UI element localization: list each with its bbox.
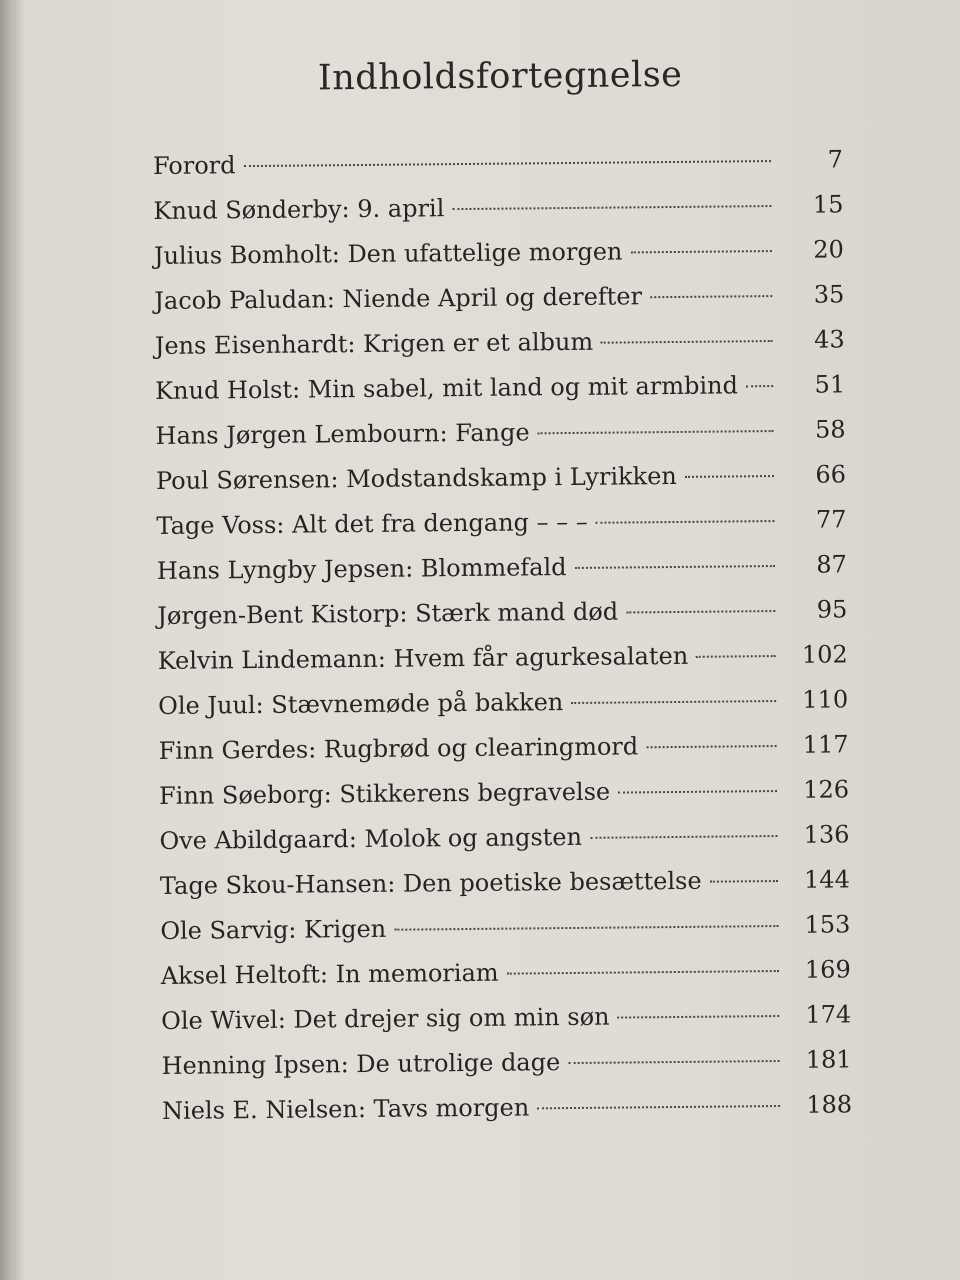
toc-entry-title: Jørgen-Bent Kistorp: Stærk mand død (157, 597, 619, 630)
toc-entry-page-number: 110 (802, 685, 849, 714)
dot-leader (646, 745, 776, 748)
toc-entry (159, 775, 849, 827)
toc-entry-title: Hans Lyngby Jepsen: Blommefald (156, 553, 567, 585)
toc-entry-page-number: 174 (805, 1000, 852, 1029)
toc-entry-page-number: 126 (803, 775, 850, 804)
dot-leader (575, 565, 775, 569)
table-of-contents (152, 53, 852, 1142)
dot-leader (746, 385, 773, 387)
toc-entry-page-number: 144 (803, 865, 851, 894)
toc-entry (153, 145, 843, 197)
toc-entry (162, 1045, 852, 1097)
toc-entry-page-number: 117 (802, 730, 849, 759)
dot-leader (685, 475, 774, 478)
page-edge (0, 0, 14, 1280)
toc-entry-page-number: 35 (813, 280, 845, 309)
toc-entry-page-number: 7 (827, 145, 844, 174)
dot-leader (394, 925, 778, 931)
toc-entry-page-number: 87 (816, 550, 848, 579)
toc-entry-page-number: 181 (805, 1045, 852, 1074)
toc-entry (157, 595, 847, 647)
toc-entry-title: Aksel Heltoft: In memoriam (160, 958, 499, 990)
toc-entry (160, 865, 850, 917)
dot-leader (452, 205, 771, 210)
toc-entry-page-number: 43 (814, 325, 845, 354)
toc-entry (159, 820, 849, 872)
toc-entry-title: Jacob Paludan: Niende April og derefter (154, 282, 643, 315)
toc-entry-page-number: 136 (803, 820, 850, 849)
toc-entry (157, 550, 847, 602)
toc-entry-title: Tage Skou-Hansen: Den poetiske besættelse (159, 866, 702, 900)
toc-entry-title: Henning Ipsen: De utrolige dage (161, 1048, 561, 1080)
dot-leader (650, 295, 772, 298)
toc-entry (154, 235, 844, 287)
toc-entry-title: Ole Juul: Stævnemøde på bakken (158, 688, 564, 720)
dot-leader (244, 160, 771, 167)
dot-leader (568, 1060, 779, 1064)
toc-list (153, 145, 852, 1142)
toc-entry-page-number: 51 (814, 370, 846, 399)
dot-leader (626, 610, 775, 613)
toc-entry-page-number: 20 (813, 235, 844, 264)
toc-entry (155, 370, 845, 422)
toc-entry-title: Hans Jørgen Lembourn: Fange (155, 418, 530, 450)
toc-entry-title: Kelvin Lindemann: Hvem får agurkesalaten (157, 641, 689, 675)
toc-entry-page-number: 95 (816, 595, 848, 624)
dot-leader (601, 340, 773, 344)
toc-entry-page-number: 58 (814, 415, 846, 444)
toc-entry-title: Julius Bomholt: Den ufattelige morgen (153, 237, 623, 270)
toc-entry-title: Niels E. Nielsen: Tavs morgen (161, 1093, 530, 1125)
dot-leader (590, 835, 777, 839)
toc-entry-page-number: 77 (815, 505, 847, 534)
toc-entry (161, 955, 851, 1007)
toc-entry (156, 505, 846, 557)
dot-leader (596, 520, 775, 524)
dot-leader (710, 880, 778, 883)
dot-leader (696, 655, 776, 658)
toc-entry-page-number: 15 (812, 190, 844, 219)
toc-entry (153, 190, 843, 242)
toc-entry-title: Finn Søeborg: Stikkerens begravelse (158, 777, 611, 810)
dot-leader (507, 970, 779, 975)
toc-entry-page-number: 66 (815, 460, 847, 489)
toc-entry-title: Finn Gerdes: Rugbrød og clearingmord (158, 732, 639, 765)
toc-entry (158, 730, 848, 782)
toc-entry (154, 280, 844, 332)
toc-entry (155, 325, 845, 377)
toc-entry (155, 415, 845, 467)
toc-entry-title: Forord (152, 151, 236, 180)
toc-entry-page-number: 188 (806, 1090, 853, 1119)
page-shadow (14, 0, 24, 1280)
toc-entry-title: Ole Wivel: Det drejer sig om min søn (161, 1002, 610, 1035)
toc-entry-page-number: 153 (804, 910, 851, 939)
dot-leader (571, 700, 776, 704)
toc-entry-title: Ove Abildgaard: Molok og angsten (159, 822, 583, 855)
dot-leader (618, 790, 777, 794)
toc-entry-title: Tage Voss: Alt det fra dengang – – – (156, 507, 588, 540)
toc-entry (160, 910, 850, 962)
toc-entry (162, 1090, 852, 1142)
toc-entry (158, 640, 848, 692)
dot-leader (618, 1015, 780, 1019)
dot-leader (630, 250, 771, 253)
toc-entry-title: Poul Sørensen: Modstandskamp i Lyrikken (155, 461, 677, 495)
toc-entry (156, 460, 846, 512)
toc-entry-title: Jens Eisenhardt: Krigen er et album (154, 327, 594, 360)
toc-entry-page-number: 102 (801, 640, 848, 669)
toc-entry-title: Knud Holst: Min sabel, mit land og mit armbind (155, 371, 739, 405)
dot-leader (538, 430, 774, 434)
dot-leader (537, 1105, 780, 1109)
toc-entry-title: Knud Sønderby: 9. april (153, 194, 445, 225)
toc-entry-page-number: 169 (804, 955, 851, 984)
page-title: Indholdsfortegnelse (317, 54, 683, 99)
toc-entry (158, 685, 848, 737)
toc-entry (161, 1000, 851, 1052)
toc-entry-title: Ole Sarvig: Krigen (160, 914, 387, 945)
